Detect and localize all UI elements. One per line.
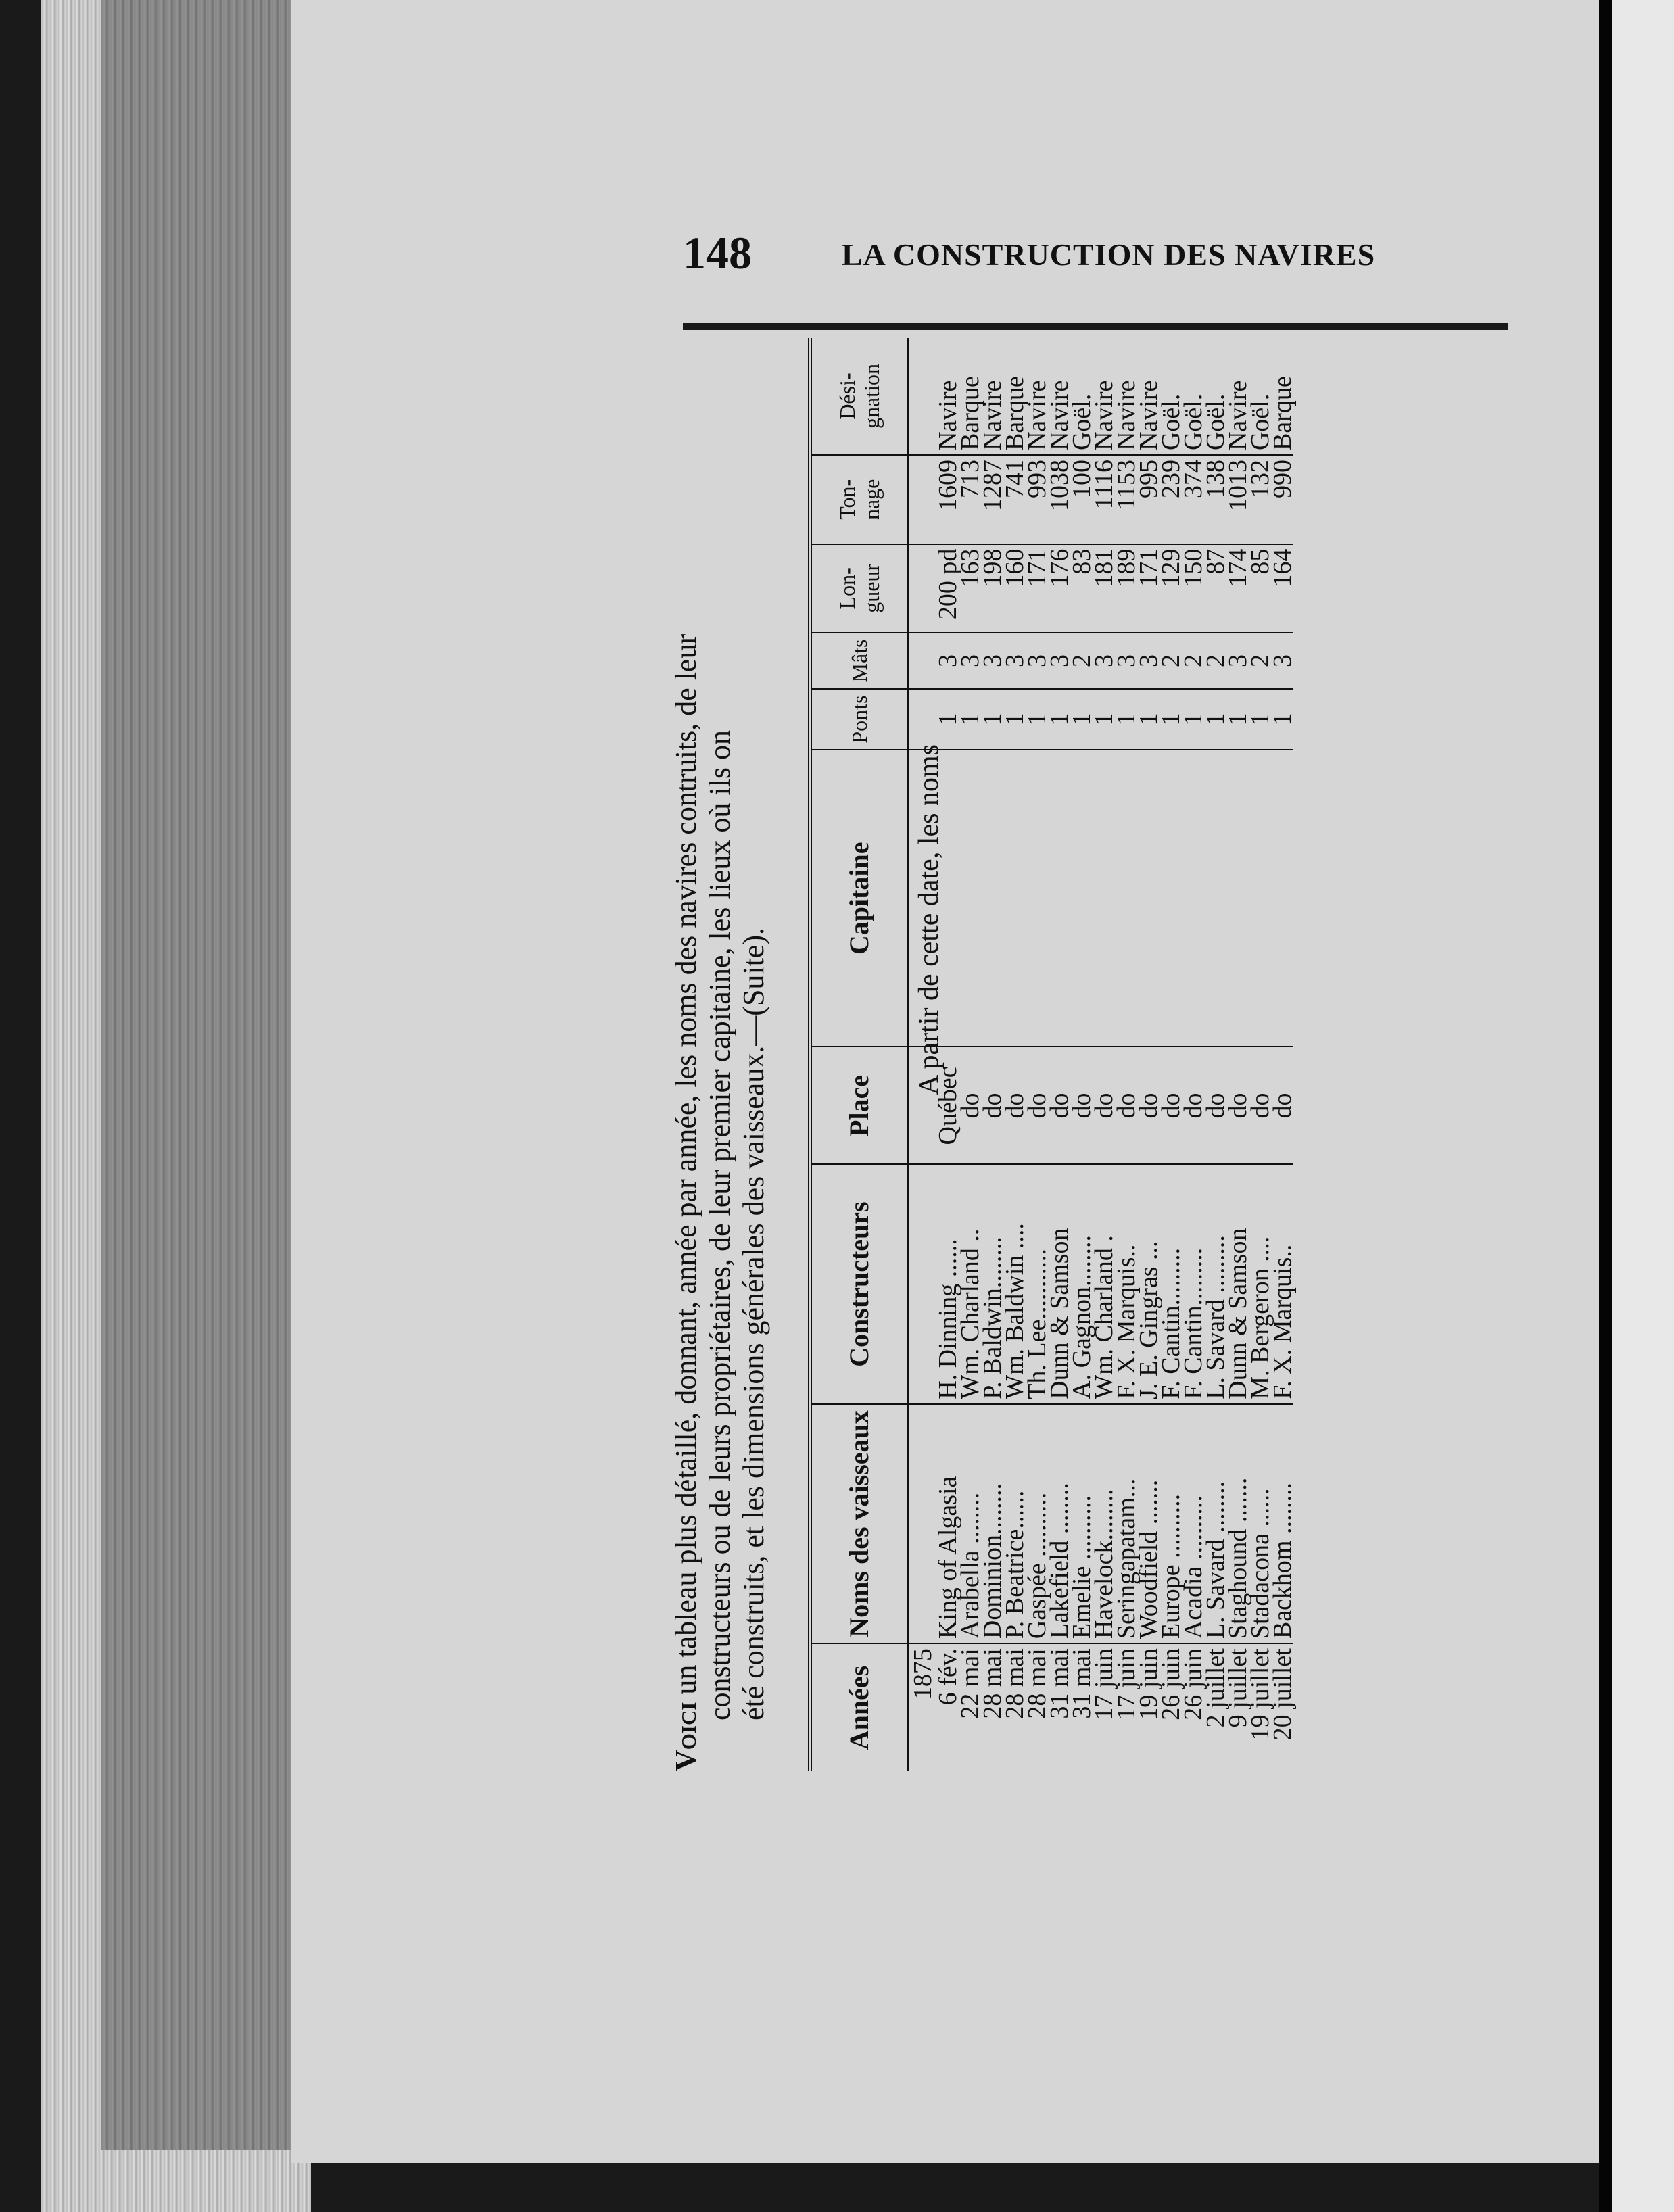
row-designation: Navire <box>1022 380 1051 451</box>
table-row <box>1271 338 1293 1771</box>
header-rule <box>683 323 1508 330</box>
row-longueur: 85 <box>1249 544 1271 633</box>
intro-line-1 <box>669 338 703 1771</box>
row-ponts: 1 <box>1070 689 1093 750</box>
row-place: do <box>959 1047 981 1164</box>
header-longueur: Lon- gueur <box>810 544 908 633</box>
year-cell: 1875 <box>908 1643 936 1771</box>
row-place: do <box>1137 1047 1159 1164</box>
row-longueur: 160 <box>1003 544 1026 633</box>
intro-line-3: été construits, et les dimensions générales des vaisseaux.—(Suite). <box>737 927 770 1721</box>
row-mats: 3 <box>1271 633 1293 689</box>
row-ship-name: L. Savard ........ <box>1204 1404 1226 1643</box>
row-place: do <box>1115 1047 1137 1164</box>
row-capitaine <box>1115 750 1137 1047</box>
row-designation: Navire <box>1134 380 1163 451</box>
row-designation: Goël. <box>1178 393 1207 451</box>
row-longueur: 171 <box>1026 544 1048 633</box>
row-place: Québec <box>936 1047 959 1164</box>
row-date: 17 juin <box>1093 1643 1115 1771</box>
row-tonnage: 374 <box>1182 455 1204 544</box>
row-designation: Navire <box>978 380 1007 451</box>
row-ponts: 1 <box>1137 689 1159 750</box>
row-mats: 3 <box>936 633 959 689</box>
row-mats: 3 <box>1115 633 1137 689</box>
row-builder: H. Dinning ...... <box>936 1164 959 1403</box>
row-mats: 2 <box>1159 633 1182 689</box>
row-ponts: 1 <box>1204 689 1226 750</box>
row-date: 31 mai <box>1070 1643 1093 1771</box>
row-place: do <box>981 1047 1003 1164</box>
row-longueur: 198 <box>981 544 1003 633</box>
header-capitaine: Capitaine <box>810 750 908 1047</box>
page-gutter <box>1599 0 1614 2212</box>
row-place: do <box>1204 1047 1226 1164</box>
next-page-edge <box>1612 0 1674 2212</box>
row-tonnage: 100 <box>1070 455 1093 544</box>
row-builder: J. E. Gingras ... <box>1137 1164 1159 1403</box>
row-capitaine <box>1048 750 1070 1047</box>
row-ship-name: Arabella ........ <box>959 1404 981 1643</box>
row-builder: Dunn & Samson <box>1226 1164 1249 1403</box>
row-tonnage: 1609 <box>936 455 959 544</box>
row-designation: Barque <box>1000 376 1029 451</box>
row-ship-name: Acadia .......... <box>1182 1404 1204 1643</box>
row-ship-name: King of Algasia <box>936 1404 959 1643</box>
intro-paragraph <box>669 338 771 1771</box>
row-longueur: 87 <box>1204 544 1226 633</box>
row-designation: Barque <box>1268 376 1297 451</box>
row-tonnage: 995 <box>1137 455 1159 544</box>
row-designation: Navire <box>933 380 962 451</box>
row-tonnage: 138 <box>1204 455 1226 544</box>
row-ship-name: Lakefield ........ <box>1048 1404 1070 1643</box>
row-capitaine <box>1159 750 1182 1047</box>
row-date: 6 fév. <box>936 1643 959 1771</box>
row-ponts: 1 <box>1271 689 1293 750</box>
row-capitaine <box>1226 750 1249 1047</box>
book-page-edges-shadow <box>101 0 304 2150</box>
row-ponts: 1 <box>1182 689 1204 750</box>
row-ship-name: Europe .......... <box>1159 1404 1182 1643</box>
row-mats: 3 <box>959 633 981 689</box>
table-header-row <box>810 338 908 1771</box>
row-tonnage: 741 <box>1003 455 1026 544</box>
row-mats: 2 <box>1182 633 1204 689</box>
row-builder: M. Bergeron .... <box>1249 1164 1271 1403</box>
row-capitaine <box>1003 750 1026 1047</box>
row-longueur: 150 <box>1182 544 1204 633</box>
row-designation: Goël. <box>1201 393 1230 451</box>
row-place: do <box>1070 1047 1093 1164</box>
row-date: 26 juin <box>1159 1643 1182 1771</box>
row-mats: 3 <box>1026 633 1048 689</box>
row-ponts: 1 <box>1026 689 1048 750</box>
row-mats: 2 <box>1070 633 1093 689</box>
running-title: LA CONSTRUCTION DES NAVIRES <box>842 237 1376 272</box>
row-builder: Wm. Charland .. <box>959 1164 981 1403</box>
row-builder: F. Cantin......... <box>1159 1164 1182 1403</box>
row-mats: 3 <box>1093 633 1115 689</box>
row-place: do <box>1093 1047 1115 1164</box>
row-date: 28 mai <box>981 1643 1003 1771</box>
row-mats: 3 <box>1226 633 1249 689</box>
row-designation: Navire <box>1111 380 1141 451</box>
row-place: do <box>1182 1047 1204 1164</box>
header-designation: Dési- gnation <box>810 338 908 455</box>
row-designation: Goël. <box>1067 393 1096 451</box>
row-builder: F. X. Marquis.. <box>1271 1164 1293 1403</box>
row-mats: 3 <box>1003 633 1026 689</box>
row-date: 2 juillet <box>1204 1643 1226 1771</box>
row-longueur: 171 <box>1137 544 1159 633</box>
header-mats: Mâts <box>810 633 908 689</box>
row-ponts: 1 <box>1249 689 1271 750</box>
row-builder: F. X. Marquis.. <box>1115 1164 1137 1403</box>
row-date: 20 juillet <box>1271 1643 1293 1771</box>
row-builder: Wm. Baldwin .... <box>1003 1164 1026 1403</box>
row-capitaine <box>1271 750 1293 1047</box>
row-capitaine <box>1204 750 1226 1047</box>
row-place: do <box>1271 1047 1293 1164</box>
intro-line-1-text: un tableau plus détaillé, donnant, année par année, les noms des navires contruits, de leur <box>669 633 702 1695</box>
row-builder: Wm. Charland . <box>1093 1164 1115 1403</box>
row-designation: Navire <box>1223 380 1252 451</box>
row-capitaine <box>1182 750 1204 1047</box>
row-builder: L. Savard ......... <box>1204 1164 1226 1403</box>
row-ship-name: Stadacona ...... <box>1249 1404 1271 1643</box>
header-tonnage: Ton- nage <box>810 455 908 544</box>
row-place: do <box>1159 1047 1182 1164</box>
row-longueur: 83 <box>1070 544 1093 633</box>
row-ponts: 1 <box>959 689 981 750</box>
row-mats: 3 <box>1137 633 1159 689</box>
row-capitaine <box>1249 750 1271 1047</box>
row-ship-name: Backhom ........ <box>1271 1404 1293 1643</box>
row-designation: Barque <box>955 376 984 451</box>
ships-table <box>808 338 1297 1771</box>
row-capitaine <box>1093 750 1115 1047</box>
row-ship-name: Woodfield ....... <box>1137 1404 1159 1643</box>
row-ship-name: Seringapatam... <box>1115 1404 1137 1643</box>
row-place: do <box>1249 1047 1271 1164</box>
row-designation: Goël. <box>1245 393 1274 451</box>
row-mats: 2 <box>1204 633 1226 689</box>
row-longueur: 174 <box>1226 544 1249 633</box>
row-designation: Navire <box>1089 380 1118 451</box>
row-longueur: 163 <box>959 544 981 633</box>
row-date: 19 juillet <box>1249 1643 1271 1771</box>
row-longueur: 176 <box>1048 544 1070 633</box>
row-date: 28 mai <box>1026 1643 1048 1771</box>
row-tonnage: 713 <box>959 455 981 544</box>
row-builder: F. Cantin......... <box>1182 1164 1204 1403</box>
row-ponts: 1 <box>1048 689 1070 750</box>
row-ship-name: Dominion........ <box>981 1404 1003 1643</box>
row-ponts: 1 <box>936 689 959 750</box>
row-date: 19 juin <box>1137 1643 1159 1771</box>
row-capitaine <box>1026 750 1048 1047</box>
header-noms: Noms des vaisseaux <box>810 1404 908 1643</box>
row-longueur: 181 <box>1093 544 1115 633</box>
page-number: 148 <box>683 227 752 279</box>
header-place: Place <box>810 1047 908 1164</box>
row-date: 9 juillet <box>1226 1643 1249 1771</box>
row-ponts: 1 <box>981 689 1003 750</box>
row-tonnage: 1287 <box>981 455 1003 544</box>
row-tonnage: 1153 <box>1115 455 1137 544</box>
row-ponts: 1 <box>1115 689 1137 750</box>
row-mats: 3 <box>1048 633 1070 689</box>
row-mats: 3 <box>981 633 1003 689</box>
header-annees: Années <box>810 1643 908 1771</box>
row-tonnage: 990 <box>1271 455 1293 544</box>
row-builder: Dunn & Samson <box>1048 1164 1070 1403</box>
row-ponts: 1 <box>1226 689 1249 750</box>
row-ship-name: Staghound ....... <box>1226 1404 1249 1643</box>
row-tonnage: 1116 <box>1093 455 1115 544</box>
row-ponts: 1 <box>1003 689 1026 750</box>
row-longueur: 164 <box>1271 544 1293 633</box>
row-date: 17 juin <box>1115 1643 1137 1771</box>
row-designation: Goël. <box>1156 393 1185 451</box>
row-builder: P. Baldwin........ <box>981 1164 1003 1403</box>
header-ponts: Ponts <box>810 689 908 750</box>
row-ship-name: Havelock........ <box>1093 1404 1115 1643</box>
row-date: 28 mai <box>1003 1643 1026 1771</box>
row-ponts: 1 <box>1093 689 1115 750</box>
row-builder: A. Gagnon........ <box>1070 1164 1093 1403</box>
header-constructeurs: Constructeurs <box>810 1164 908 1403</box>
row-ponts: 1 <box>1159 689 1182 750</box>
table-body <box>908 338 1297 1771</box>
row-tonnage: 132 <box>1249 455 1271 544</box>
intro-line-2: constructeurs ou de leurs propriétaires, de leur premier capitaine, les lieux où ils on <box>703 730 736 1721</box>
row-place: do <box>1026 1047 1048 1164</box>
row-longueur: 129 <box>1159 544 1182 633</box>
row-longueur: 189 <box>1115 544 1137 633</box>
row-place: do <box>1048 1047 1070 1164</box>
row-capitaine <box>959 750 981 1047</box>
row-tonnage: 1038 <box>1048 455 1070 544</box>
rotated-content <box>669 331 1508 1771</box>
row-tonnage: 239 <box>1159 455 1182 544</box>
row-longueur: 200 pd <box>936 544 959 633</box>
row-date: 26 juin <box>1182 1643 1204 1771</box>
row-capitaine <box>1137 750 1159 1047</box>
capitaine-note: A partir de cette date, les noms <box>913 744 944 1095</box>
row-tonnage: 1013 <box>1226 455 1249 544</box>
row-builder: Th. Lee........... <box>1026 1164 1048 1403</box>
row-tonnage: 993 <box>1026 455 1048 544</box>
row-capitaine <box>981 750 1003 1047</box>
row-ship-name: P. Beatrice...... <box>1003 1404 1026 1643</box>
row-date: 31 mai <box>1048 1643 1070 1771</box>
row-mats: 2 <box>1249 633 1271 689</box>
row-capitaine <box>1070 750 1093 1047</box>
row-ship-name: Emelie .......... <box>1070 1404 1093 1643</box>
row-date: 22 mai <box>959 1643 981 1771</box>
row-designation: Navire <box>1045 380 1074 451</box>
row-place: do <box>1003 1047 1026 1164</box>
row-ship-name: Gaspée .......... <box>1026 1404 1048 1643</box>
intro-lead: Voici <box>669 1702 702 1771</box>
row-place: do <box>1226 1047 1249 1164</box>
